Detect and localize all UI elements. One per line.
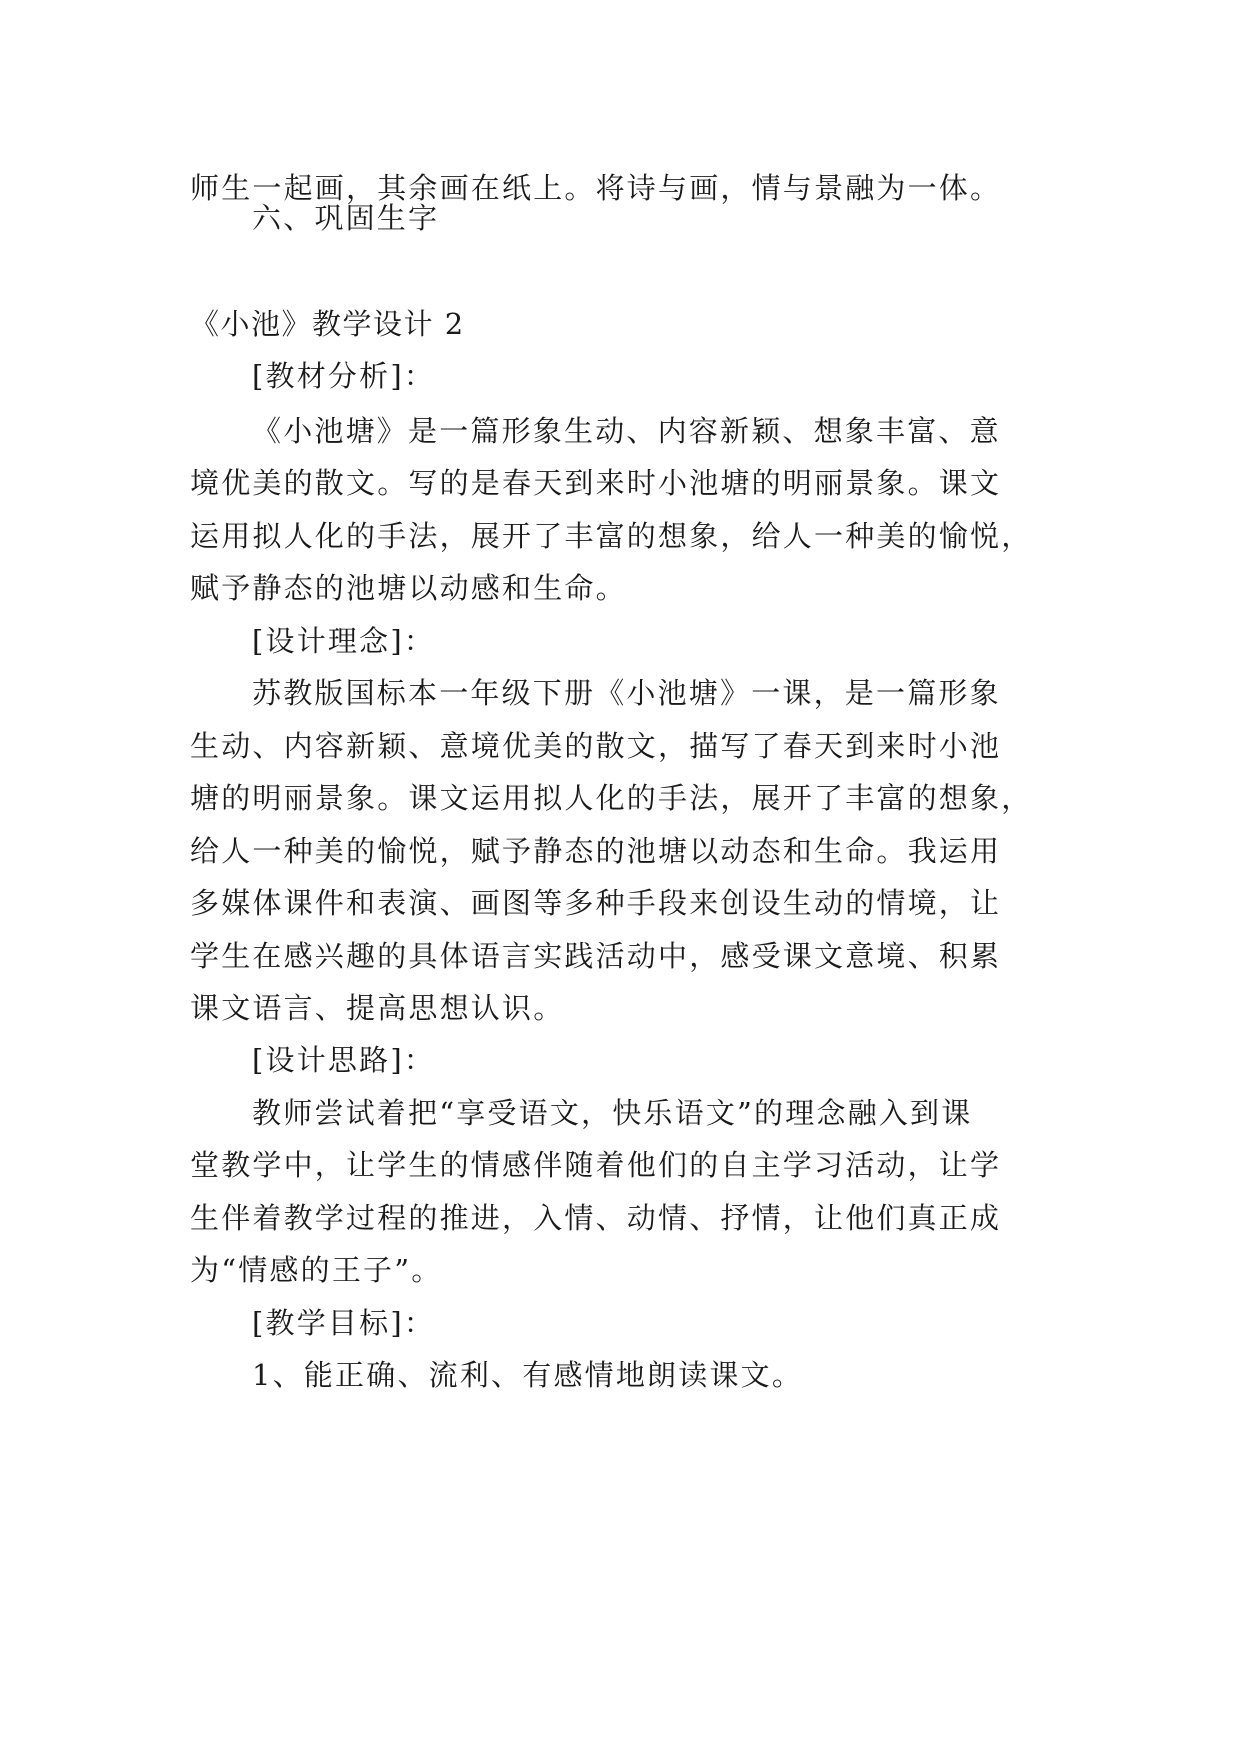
paragraph-line: 运用拟人化的手法，展开了丰富的想象，给人一种美的愉悦， (190, 519, 1033, 553)
section-label: [设计理念]： (252, 624, 436, 658)
paragraph-line: 生伴着教学过程的推进，入情、动情、抒情，让他们真正成 (190, 1201, 1002, 1235)
paragraph-line: 学生在感兴趣的具体语言实践活动中，感受课文意境、积累 (190, 939, 1002, 973)
paragraph-line: 多媒体课件和表演、画图等多种手段来创设生动的情境，让 (190, 886, 1002, 920)
paragraph-line: 课文语言、提高思想认识。 (190, 991, 565, 1025)
paragraph-line: 生动、内容新颖、意境优美的散文，描写了春天到来时小池 (190, 729, 1002, 763)
section-label: [教材分析]： (252, 359, 436, 393)
document-title: 《小池》教学设计 2 (190, 307, 465, 341)
paragraph-line: 《小池塘》是一篇形象生动、内容新颖、想象丰富、意 (252, 414, 1001, 448)
section-label: [设计思路]： (252, 1043, 436, 1077)
paragraph-line: 塘的明丽景象。课文运用拟人化的手法，展开了丰富的想象， (190, 781, 1033, 815)
list-item: 1、能正确、流利、有感情地朗读课文。 (252, 1358, 804, 1392)
paragraph-line: 师生一起画，其余画在纸上。将诗与画，情与景融为一体。 (190, 171, 1002, 205)
section-label: [教学目标]： (252, 1306, 436, 1340)
paragraph-line: 苏教版国标本一年级下册《小池塘》一课，是一篇形象 (252, 676, 1001, 710)
paragraph-line: 堂教学中，让学生的情感伴随着他们的自主学习活动，让学 (190, 1148, 1002, 1182)
paragraph-line: 给人一种美的愉悦，赋予静态的池塘以动态和生命。我运用 (190, 834, 1002, 868)
paragraph-line: 教师尝试着把“享受语文，快乐语文”的理念融入到课 (252, 1096, 973, 1130)
paragraph-line: 赋予静态的池塘以动感和生命。 (190, 571, 627, 605)
paragraph-line: 为“情感的王子”。 (190, 1253, 443, 1287)
paragraph-line: 境优美的散文。写的是春天到来时小池塘的明丽景象。课文 (190, 466, 1002, 500)
section-heading: 六、巩固生字 (252, 201, 440, 235)
